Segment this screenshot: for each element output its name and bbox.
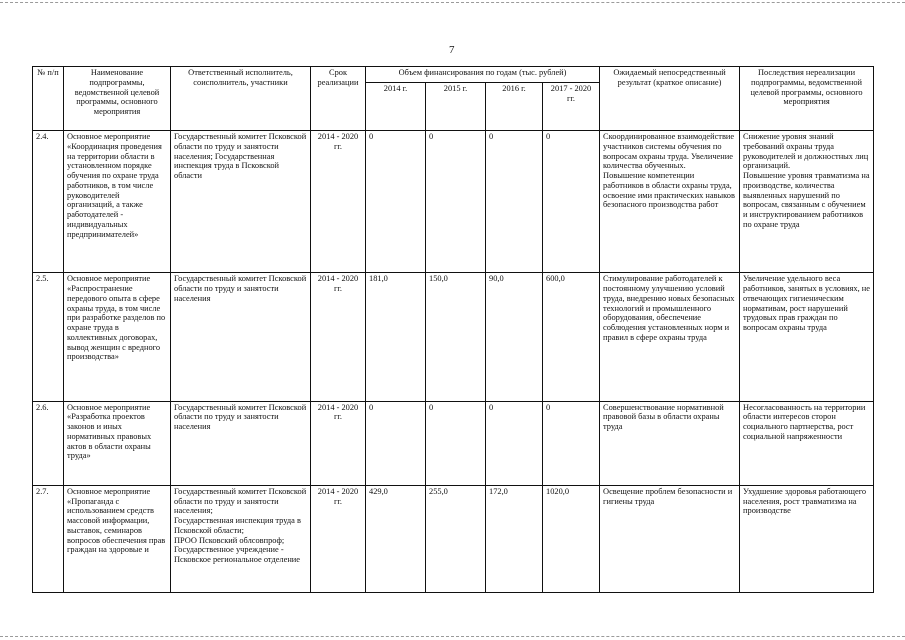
row-result xyxy=(600,131,740,273)
row-funding-2017-2020: 0 xyxy=(543,131,600,273)
row-funding-2017-2020: 1020,0 xyxy=(543,485,600,592)
row-executor-line: Государственное учреждение - Псковское региональное отделение xyxy=(174,545,301,564)
header-year-2016: 2016 г. xyxy=(486,83,543,131)
row-consequences-paragraph: Повышение уровня травматизма на производстве, количества выявленных нарушений по вопросам, связанным с обучением и инструктированием работников по охране труда xyxy=(743,171,870,229)
row-term: 2014 - 2020 гг. xyxy=(311,485,366,592)
row-executor: Государственный комитет Псковской области по труду и занятости населения xyxy=(171,273,311,401)
header-result: Ожидаемый непосредственный результат (краткое описание) xyxy=(600,67,740,131)
row-executor-line: Государственный комитет Псковской области по труду и занятости населения; xyxy=(174,486,307,516)
row-result: Освещение проблем безопасности и гигиены труда xyxy=(600,485,740,592)
row-num: 2.4. xyxy=(33,131,64,273)
row-result-paragraph: Скоординированное взаимодействие участников системы обучения по вопросам охраны труда. Увеличение количества обученных. xyxy=(603,132,735,171)
row-term: 2014 - 2020 гг. xyxy=(311,401,366,485)
row-executor: Государственный комитет Псковской области по труду и занятости населения xyxy=(171,401,311,485)
table-row xyxy=(33,273,874,401)
page-top-edge xyxy=(0,2,905,3)
row-name: Основное мероприятие «Разработка проектов законов и иных нормативных правовых актов в области охраны труда» xyxy=(64,401,171,485)
row-num: 2.5. xyxy=(33,273,64,401)
row-executor-line: Государственная инспекция труда в Псковской области; xyxy=(174,516,301,535)
row-consequences: Увеличение удельного веса работников, занятых в условиях, не отвечающих гигиеническим нормативам, рост нарушений трудовых прав граждан по вопросам охраны труда xyxy=(740,273,874,401)
header-year-2017-2020: 2017 - 2020 гг. xyxy=(543,83,600,131)
row-executor: Государственный комитет Псковской области по труду и занятости населения; Государственная инспекция труда в Псковской области xyxy=(171,131,311,273)
row-term: 2014 - 2020 гг. xyxy=(311,273,366,401)
page-bottom-edge xyxy=(0,636,905,637)
row-funding-2016: 90,0 xyxy=(486,273,543,401)
table-row xyxy=(33,485,874,592)
row-funding-2016: 0 xyxy=(486,401,543,485)
row-funding-2015: 0 xyxy=(426,131,486,273)
header-executor: Ответственный исполнитель, соисполнитель, участники xyxy=(171,67,311,131)
table-row xyxy=(33,131,874,273)
row-executor xyxy=(171,485,311,592)
row-num: 2.6. xyxy=(33,401,64,485)
row-funding-2015: 0 xyxy=(426,401,486,485)
page-number: 7 xyxy=(449,44,455,56)
row-funding-2016: 0 xyxy=(486,131,543,273)
row-funding-2015: 150,0 xyxy=(426,273,486,401)
header-num: № п/п xyxy=(33,67,64,131)
row-result: Совершенствование нормативной правовой базы в области охраны труда xyxy=(600,401,740,485)
header-year-2015: 2015 г. xyxy=(426,83,486,131)
row-num: 2.7. xyxy=(33,485,64,592)
row-consequences-paragraph: Снижение уровня знаний требований охраны труда руководителей и должностных лиц организаций. xyxy=(743,132,869,171)
row-funding-2014: 181,0 xyxy=(366,273,426,401)
row-funding-2017-2020: 0 xyxy=(543,401,600,485)
row-funding-2014: 0 xyxy=(366,401,426,485)
header-name: Наименование подпрограммы, ведомственной целевой программы, основного мероприятия xyxy=(64,67,171,131)
row-result: Стимулирование работодателей к постоянному улучшению условий труда, внедрению новых безопасных технологий и промышленного оборудования, обеспечение соблюдения установленных норм и правил в сфере охраны труда xyxy=(600,273,740,401)
row-funding-2017-2020: 600,0 xyxy=(543,273,600,401)
row-consequences: Ухудшение здоровья работающего населения, рост травматизма на производстве xyxy=(740,485,874,592)
table-header-row xyxy=(33,67,874,83)
program-table xyxy=(32,66,874,593)
header-year-2014: 2014 г. xyxy=(366,83,426,131)
row-name: Основное мероприятие «Координация проведения на территории области в установленном порядке обучения по охране труда работников, в том числе руководителей организаций, а также работодателей - индивидуальных предпринимателей» xyxy=(64,131,171,273)
header-consequences: Последствия нереализации подпрограммы, ведомственной целевой программы, основного мероприятия xyxy=(740,67,874,131)
row-name: Основное мероприятие «Распространение передового опыта в сфере охраны труда, в том числе при разработке разделов по охране труда в коллективных договорах, вывод женщин с вредного производства» xyxy=(64,273,171,401)
table-row xyxy=(33,401,874,485)
row-funding-2015: 255,0 xyxy=(426,485,486,592)
row-term: 2014 - 2020 гг. xyxy=(311,131,366,273)
row-consequences: Несогласованность на территории области интересов сторон социального партнерства, рост социальной напряженности xyxy=(740,401,874,485)
row-funding-2014: 429,0 xyxy=(366,485,426,592)
header-funding: Объем финансирования по годам (тыс. рублей) xyxy=(366,67,600,83)
row-consequences xyxy=(740,131,874,273)
row-executor-line: ПРОО Псковский облсовпроф; xyxy=(174,535,285,545)
row-funding-2016: 172,0 xyxy=(486,485,543,592)
header-term: Срок реализации xyxy=(311,67,366,131)
row-funding-2014: 0 xyxy=(366,131,426,273)
row-result-paragraph: Повышение компетенции работников в области охраны труда, освоение ими практических навыков безопасного производства работ xyxy=(603,171,735,210)
row-name: Основное мероприятие «Пропаганда с использованием средств массовой информации, выставок, семинаров вопросов обеспечения прав граждан на здоровые и xyxy=(64,485,171,592)
